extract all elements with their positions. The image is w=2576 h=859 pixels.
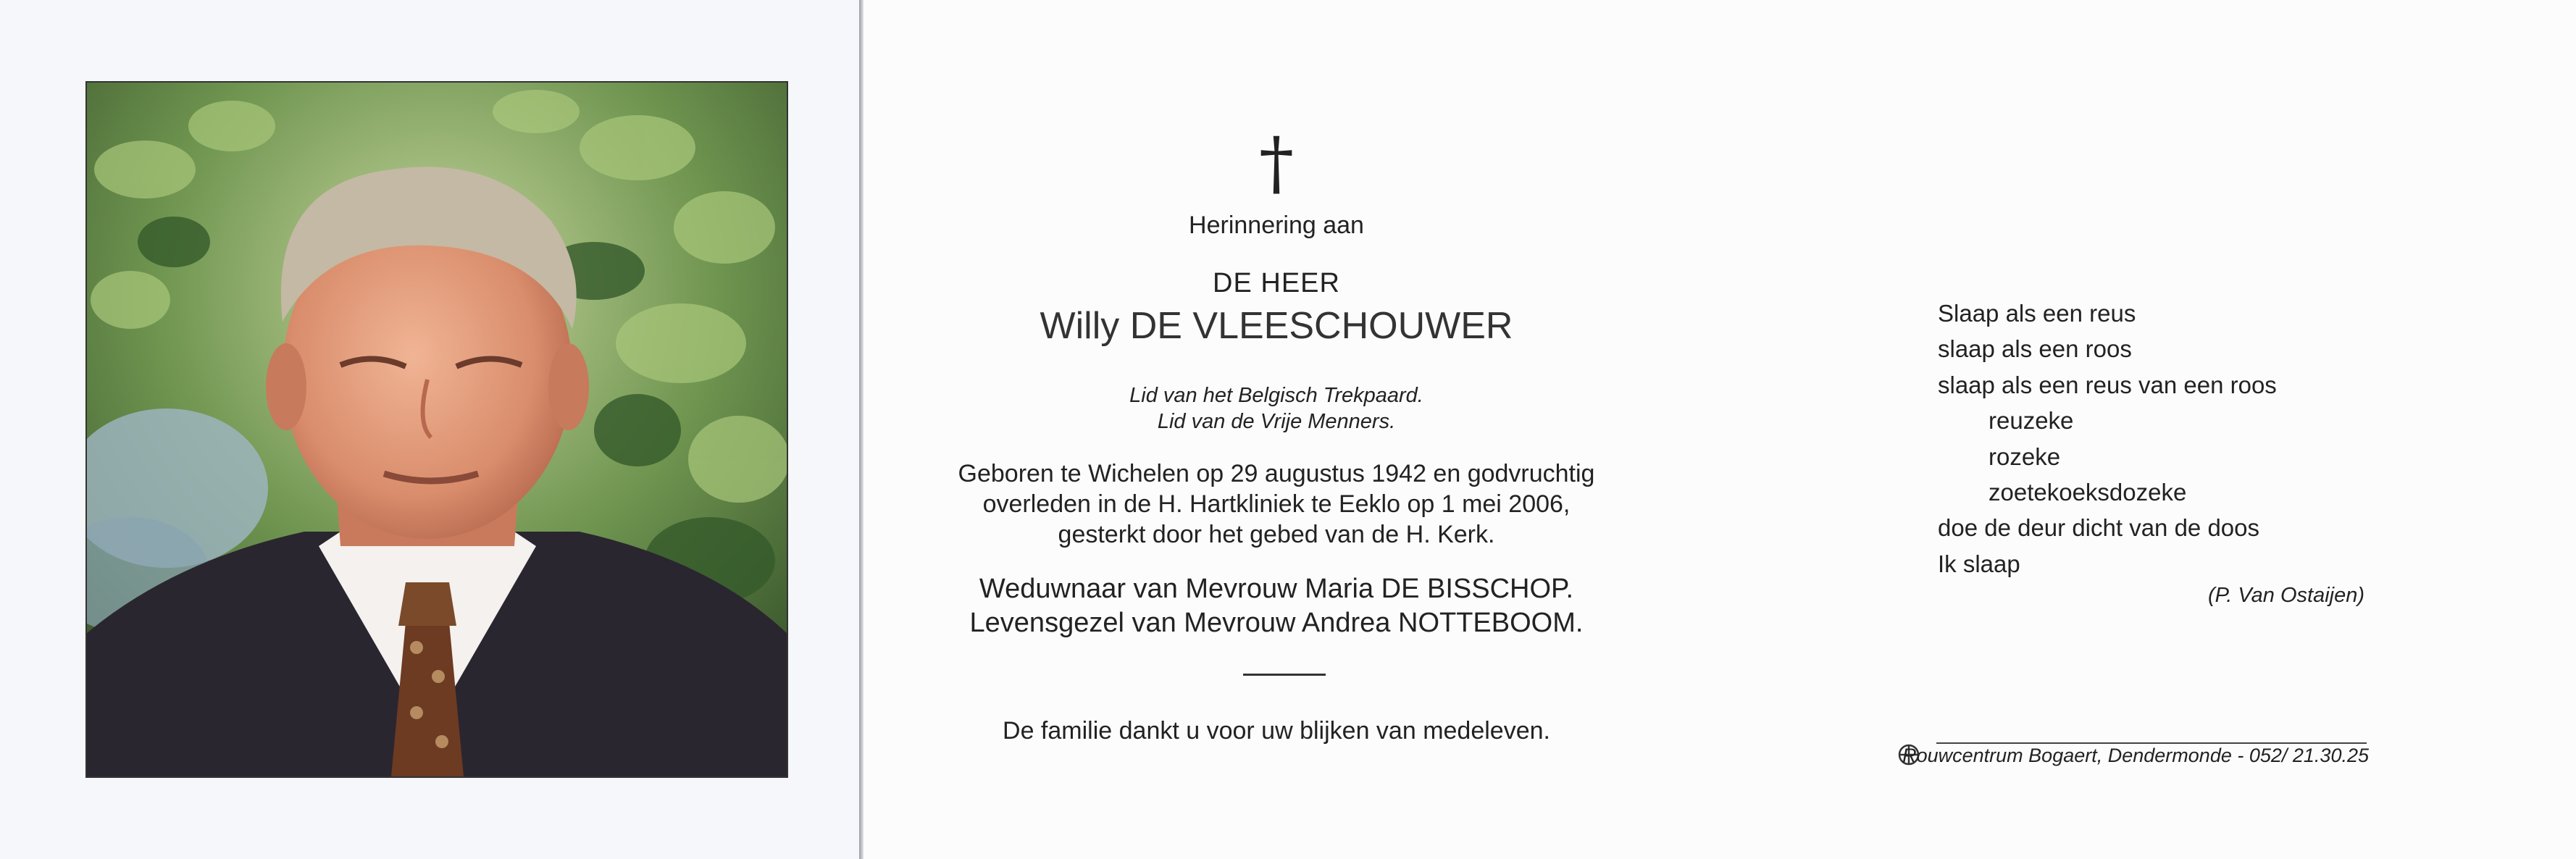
portrait-photo (85, 81, 788, 778)
salutation: DE HEER (1213, 268, 1340, 298)
poem-author: (P. Van Ostaijen) (2208, 584, 2364, 607)
membership-line: Lid van het Belgisch Trekpaard. (1129, 384, 1423, 407)
biography (914, 458, 1639, 550)
printer-footer (1897, 742, 2369, 778)
divider-line (1243, 674, 1326, 676)
cross-icon: † (1259, 122, 1294, 204)
relation-line: Levensgezel van Mevrouw Andrea NOTTEBOOM. (969, 608, 1584, 638)
printer-credit: Rouwcentrum Bogaert, Dendermonde - 052/ 21.30.25 (1902, 745, 2369, 766)
poem-line: doe de deur dicht van de doos (1938, 514, 2260, 542)
thanks-text: De familie dankt u voor uw blijken van medeleven. (1003, 717, 1550, 745)
poem-line: Ik slaap (1938, 550, 2020, 577)
poem-line: zoetekoeksdozeke (1989, 479, 2187, 506)
intro-text: Herinnering aan (1189, 211, 1364, 239)
membership-line: Lid van de Vrije Menners. (1157, 410, 1396, 433)
bio-line: gesterkt door het gebed van de H. Kerk. (1058, 521, 1495, 548)
portrait-illustration (87, 83, 787, 776)
poem-line: Slaap als een reus (1938, 300, 2136, 327)
poem-line: reuzeke (1989, 407, 2074, 435)
bio-line: overleden in de H. Hartkliniek te Eeklo op 1 mei 2006, (982, 490, 1571, 518)
relation-line: Weduwnaar van Mevrouw Maria DE BISSCHOP. (979, 574, 1574, 604)
left-panel (0, 0, 859, 859)
memberships (950, 382, 1602, 435)
bio-line: Geboren te Wichelen op 29 augustus 1942 en godvruchtig (958, 460, 1595, 487)
poem-line: slaap als een roos (1938, 335, 2132, 363)
deceased-name: Willy DE VLEESCHOUWER (1040, 305, 1513, 347)
poem-line: rozeke (1989, 443, 2061, 470)
poem-line: slaap als een reus van een roos (1938, 371, 2277, 398)
poem (1938, 296, 2277, 582)
relations (914, 572, 1639, 640)
